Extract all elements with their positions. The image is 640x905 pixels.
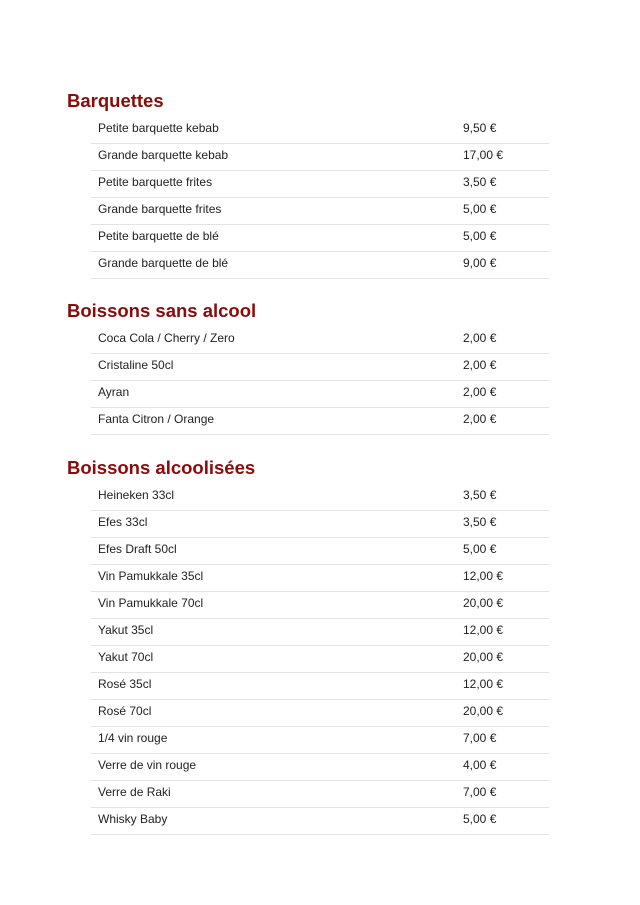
menu-item xyxy=(91,354,549,381)
item-name: Coca Cola / Cherry / Zero xyxy=(98,331,235,345)
item-name: Rosé 35cl xyxy=(98,677,152,691)
menu-item xyxy=(91,171,549,198)
menu-item xyxy=(91,646,549,673)
item-name: Verre de Raki xyxy=(98,785,171,799)
item-name: Vin Pamukkale 35cl xyxy=(98,569,204,583)
item-name: Cristaline 50cl xyxy=(98,358,174,372)
item-list xyxy=(91,117,549,279)
menu-item xyxy=(91,327,549,354)
item-price: 4,00 € xyxy=(463,758,497,772)
item-list xyxy=(91,327,549,435)
menu-item xyxy=(91,225,549,252)
item-price: 5,00 € xyxy=(463,812,497,826)
item-name: Fanta Citron / Orange xyxy=(98,412,215,426)
item-name: Efes Draft 50cl xyxy=(98,542,177,556)
item-name: Ayran xyxy=(98,385,130,399)
menu-item xyxy=(91,538,549,565)
item-price: 5,00 € xyxy=(463,202,497,216)
item-name: Yakut 35cl xyxy=(98,623,154,637)
item-price: 20,00 € xyxy=(463,650,504,664)
item-name: Petite barquette frites xyxy=(98,175,213,189)
menu-item xyxy=(91,565,549,592)
item-price: 7,00 € xyxy=(463,785,497,799)
menu-item xyxy=(91,781,549,808)
item-name: Yakut 70cl xyxy=(98,650,154,664)
menu-item xyxy=(91,381,549,408)
item-name: Rosé 70cl xyxy=(98,704,152,718)
menu-item xyxy=(91,484,549,511)
item-name: Heineken 33cl xyxy=(98,488,175,502)
item-price: 3,50 € xyxy=(463,515,497,529)
item-price: 2,00 € xyxy=(463,358,497,372)
section-title: Barquettes xyxy=(67,90,164,111)
item-name: Verre de vin rouge xyxy=(98,758,197,772)
menu-item xyxy=(91,619,549,646)
item-name: Whisky Baby xyxy=(98,812,168,826)
item-price: 17,00 € xyxy=(463,148,504,162)
menu-item xyxy=(91,408,549,435)
menu-item xyxy=(91,673,549,700)
item-price: 12,00 € xyxy=(463,623,504,637)
item-name: Grande barquette kebab xyxy=(98,148,229,162)
item-name: Vin Pamukkale 70cl xyxy=(98,596,204,610)
item-name: Efes 33cl xyxy=(98,515,148,529)
item-name: Petite barquette kebab xyxy=(98,121,219,135)
item-name: Petite barquette de blé xyxy=(98,229,219,243)
item-name: Grande barquette frites xyxy=(98,202,222,216)
menu-item xyxy=(91,511,549,538)
item-name: Grande barquette de blé xyxy=(98,256,229,270)
item-price: 2,00 € xyxy=(463,331,497,345)
menu-item xyxy=(91,700,549,727)
item-name: 1/4 vin rouge xyxy=(98,731,168,745)
menu-item xyxy=(91,117,549,144)
menu-item xyxy=(91,592,549,619)
item-price: 9,00 € xyxy=(463,256,497,270)
item-price: 20,00 € xyxy=(463,596,504,610)
item-list xyxy=(91,484,549,835)
item-price: 5,00 € xyxy=(463,229,497,243)
menu-item xyxy=(91,198,549,225)
item-price: 5,00 € xyxy=(463,542,497,556)
item-price: 2,00 € xyxy=(463,412,497,426)
section-title: Boissons alcoolisées xyxy=(67,457,256,478)
menu-item xyxy=(91,144,549,171)
item-price: 3,50 € xyxy=(463,488,497,502)
menu-item xyxy=(91,252,549,279)
item-price: 7,00 € xyxy=(463,731,497,745)
item-price: 9,50 € xyxy=(463,121,497,135)
item-price: 3,50 € xyxy=(463,175,497,189)
item-price: 12,00 € xyxy=(463,677,504,691)
item-price: 20,00 € xyxy=(463,704,504,718)
menu-item xyxy=(91,727,549,754)
item-price: 2,00 € xyxy=(463,385,497,399)
item-price: 12,00 € xyxy=(463,569,504,583)
section-title: Boissons sans alcool xyxy=(67,300,257,321)
menu-item xyxy=(91,754,549,781)
menu-item xyxy=(91,808,549,835)
